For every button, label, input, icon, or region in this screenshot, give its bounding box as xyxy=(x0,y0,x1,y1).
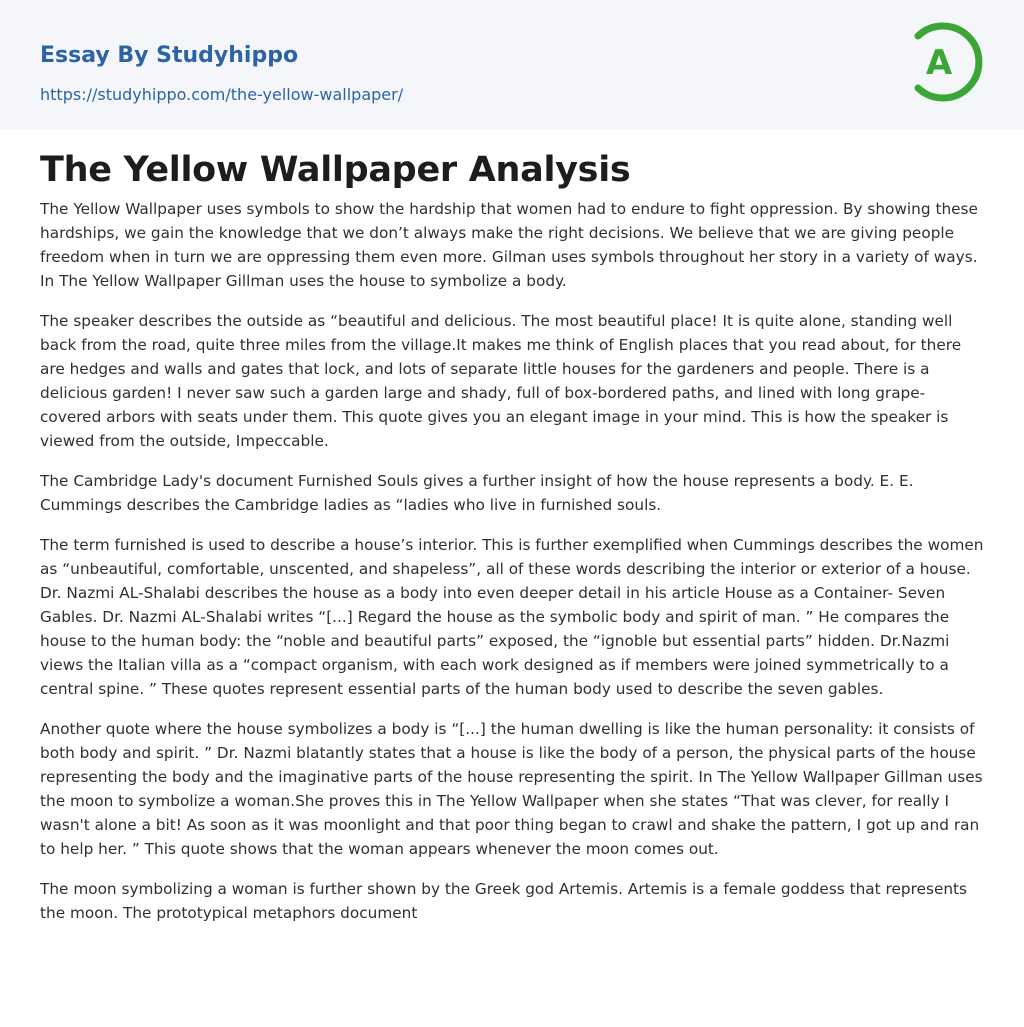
paragraph: The Yellow Wallpaper uses symbols to show the hardship that women had to endure to fight oppression. By showing these hardships, we gain the knowledge that we don’t always make the right decisions. We believe that we are giving people freedom when in turn we are oppressing them even more. Gilman uses symbols throughout her story in a variety of ways. In The Yellow Wallpaper Gillman uses the house to symbolize a body. xyxy=(40,200,978,290)
paragraph: The Cambridge Lady's document Furnished Souls gives a further insight of how the house represents a body. E. E. Cummings describes the Cambridge ladies as “ladies who live in furnished souls. xyxy=(40,472,914,514)
paragraph: Another quote where the house symbolizes a body is “[...] the human dwelling is like the human personality: it consists of both body and spirit. ” Dr. Nazmi blatantly states that a house is like the body of a person, the physical parts of the house representing the body and the imaginative parts of the house representing the spirit. In The Yellow Wallpaper Gillman uses the moon to symbolize a woman.She proves this in The Yellow Wallpaper when she states “That was clever, for really I wasn't alone a bit! As soon as it was moonlight and that poor thing began to crawl and shake the pattern, I got up and ran to help her. ” This quote shows that the woman appears whenever the moon comes out. xyxy=(40,720,983,858)
paragraph: The speaker describes the outside as “beautiful and delicious. The most beautiful place! It is quite alone, standing well back from the road, quite three miles from the village.It makes me think of English places that you read about, for there are hedges and walls and gates that lock, and lots of separate little houses for the gardeners and people. There is a delicious garden! I never saw such a garden large and shady, full of box-bordered paths, and lined with long grape-covered arbors with seats under them. This quote gives you an elegant image in your mind. This is how the speaker is viewed from the outside, Impeccable. xyxy=(40,312,962,450)
logo-letter: A xyxy=(925,43,953,83)
logo-icon[interactable] xyxy=(912,18,988,106)
source-url-link[interactable]: https://studyhippo.com/the-yellow-wallpaper/ xyxy=(40,85,404,104)
article xyxy=(0,149,1024,925)
brand-title[interactable]: Essay By Studyhippo xyxy=(40,43,299,68)
paragraph: The term furnished is used to describe a house’s interior. This is further exemplified when Cummings describes the women as “unbeautiful, comfortable, unscented, and shapeless”, all of these words describing the interior or exterior of a house. Dr. Nazmi AL-Shalabi describes the house as a body into even deeper detail in his article House as a Container- Seven Gables. Dr. Nazmi AL-Shalabi writes “[...] Regard the house as the symbolic body and spirit of man. ” He compares the house to the human body: the “noble and beautiful parts” exposed, the “ignoble but essential parts” hidden. Dr.Nazmi views the Italian villa as a “compact organism, with each work designed as if members were joined symmetrically to a central spine. ” These quotes represent essential parts of the human body used to describe the seven gables. xyxy=(40,536,984,698)
paragraph: The moon symbolizing a woman is further shown by the Greek god Artemis. Artemis is a female goddess that represents the moon. The prototypical metaphors document xyxy=(40,880,968,922)
site-header xyxy=(0,0,1024,129)
page-title: The Yellow Wallpaper Analysis xyxy=(40,150,631,190)
